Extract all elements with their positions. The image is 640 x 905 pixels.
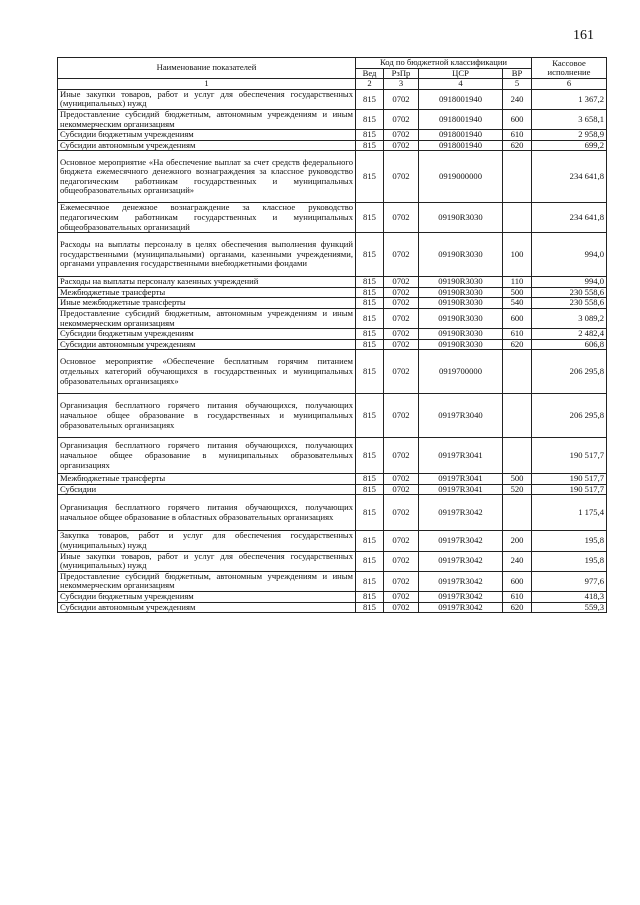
row-rzpr: 0702 [384,130,419,141]
row-amount: 977,6 [532,571,607,591]
row-vr: 240 [503,89,532,109]
row-rzpr: 0702 [384,233,419,277]
row-ved: 815 [356,89,384,109]
row-name: Межбюджетные трансферты [58,287,356,298]
row-amount: 3 658,1 [532,109,607,129]
table-row [58,438,607,474]
row-rzpr: 0702 [384,495,419,531]
row-vr: 610 [503,329,532,340]
row-csr: 0919000000 [419,151,503,203]
header-vr: ВР [503,68,532,79]
row-ved: 815 [356,602,384,613]
table-row [58,474,607,485]
header-ved: Вед [356,68,384,79]
table-row [58,571,607,591]
row-csr: 09197R3041 [419,474,503,485]
row-rzpr: 0702 [384,531,419,551]
page-number: 161 [573,28,594,43]
row-vr: 100 [503,233,532,277]
row-name: Иные закупки товаров, работ и услуг для обеспечения государственных (муниципальных) нужд [58,89,356,109]
row-csr: 09197R3040 [419,394,503,438]
row-csr: 09197R3042 [419,571,503,591]
row-ved: 815 [356,298,384,309]
row-amount: 190 517,7 [532,438,607,474]
row-ved: 815 [356,495,384,531]
row-rzpr: 0702 [384,438,419,474]
row-vr: 540 [503,298,532,309]
row-vr [503,151,532,203]
row-csr: 09197R3042 [419,592,503,603]
row-amount: 230 558,6 [532,287,607,298]
row-amount: 699,2 [532,140,607,151]
row-amount: 2 958,9 [532,130,607,141]
row-name: Основное мероприятие «На обеспечение выплат за счет средств федерального бюджета ежемесячного денежного вознаграждения за классное руководство педагогическим работникам государственных и муниципальных общеобразовательных организаций» [58,151,356,203]
header-name: Наименование показателей [58,58,356,79]
row-rzpr: 0702 [384,474,419,485]
table-row [58,394,607,438]
row-ved: 815 [356,277,384,288]
row-vr: 500 [503,474,532,485]
row-name: Расходы на выплаты персоналу в целях обеспечения выполнения функций государственными (муниципальными) органами, казенными учреждениями, органами управления государственными внебюджетными фондами [58,233,356,277]
row-rzpr: 0702 [384,109,419,129]
row-csr: 09197R3042 [419,602,503,613]
row-vr: 600 [503,308,532,328]
row-ved: 815 [356,531,384,551]
row-vr: 520 [503,484,532,495]
row-rzpr: 0702 [384,551,419,571]
row-csr: 0918001940 [419,140,503,151]
row-csr: 09190R3030 [419,339,503,350]
table-row [58,308,607,328]
row-csr: 09190R3030 [419,233,503,277]
row-rzpr: 0702 [384,571,419,591]
row-ved: 815 [356,151,384,203]
row-amount: 1 367,2 [532,89,607,109]
row-name: Субсидии [58,484,356,495]
row-rzpr: 0702 [384,308,419,328]
table-row [58,592,607,603]
row-csr: 09197R3041 [419,484,503,495]
row-amount: 206 295,8 [532,350,607,394]
col-num-6: 6 [532,79,607,90]
row-ved: 815 [356,130,384,141]
row-vr: 240 [503,551,532,571]
header-rzpr: РзПр [384,68,419,79]
row-csr: 09197R3042 [419,551,503,571]
row-csr: 09190R3030 [419,277,503,288]
budget-table [57,57,607,613]
table-row [58,130,607,141]
row-ved: 815 [356,203,384,233]
row-ved: 815 [356,551,384,571]
row-csr: 09190R3030 [419,308,503,328]
row-ved: 815 [356,109,384,129]
row-vr: 200 [503,531,532,551]
row-rzpr: 0702 [384,484,419,495]
row-rzpr: 0702 [384,394,419,438]
row-vr: 620 [503,140,532,151]
row-csr: 09197R3042 [419,495,503,531]
row-ved: 815 [356,329,384,340]
row-amount: 230 558,6 [532,298,607,309]
row-amount: 994,0 [532,233,607,277]
row-vr [503,394,532,438]
header-csr: ЦСР [419,68,503,79]
row-rzpr: 0702 [384,602,419,613]
table-row [58,277,607,288]
col-num-1: 1 [58,79,356,90]
table-row [58,203,607,233]
row-amount: 190 517,7 [532,484,607,495]
row-vr: 110 [503,277,532,288]
row-vr [503,495,532,531]
row-amount: 234 641,8 [532,203,607,233]
row-rzpr: 0702 [384,277,419,288]
table-row [58,329,607,340]
row-amount: 994,0 [532,277,607,288]
header-row-numbers [58,79,607,90]
row-ved: 815 [356,474,384,485]
row-rzpr: 0702 [384,350,419,394]
table-row [58,484,607,495]
row-rzpr: 0702 [384,298,419,309]
row-vr [503,350,532,394]
row-name: Субсидии бюджетным учреждениям [58,592,356,603]
row-vr [503,203,532,233]
row-ved: 815 [356,339,384,350]
table-row [58,109,607,129]
row-name: Основное мероприятие «Обеспечение бесплатным горячим питанием отдельных категорий обучающихся в государственных и муниципальных образовательных организациях» [58,350,356,394]
row-name: Закупка товаров, работ и услуг для обеспечения государственных (муниципальных) нужд [58,531,356,551]
row-csr: 09197R3041 [419,438,503,474]
table-row [58,151,607,203]
row-rzpr: 0702 [384,287,419,298]
row-name: Субсидии автономным учреждениям [58,339,356,350]
header-code-group: Код по бюджетной классификации [356,58,532,69]
row-rzpr: 0702 [384,89,419,109]
row-name: Организация бесплатного горячего питания обучающихся, получающих начальное общее образование в областных образовательных организациях [58,495,356,531]
table-row [58,287,607,298]
row-amount: 2 482,4 [532,329,607,340]
row-rzpr: 0702 [384,151,419,203]
row-amount: 559,3 [532,602,607,613]
row-rzpr: 0702 [384,329,419,340]
row-vr: 610 [503,130,532,141]
row-name: Расходы на выплаты персоналу казенных учреждений [58,277,356,288]
row-amount: 195,8 [532,551,607,571]
row-name: Субсидии автономным учреждениям [58,140,356,151]
row-name: Организация бесплатного горячего питания обучающихся, получающих начальное общее образование в государственных и муниципальных образовательных организациях [58,394,356,438]
row-amount: 418,3 [532,592,607,603]
table-row [58,339,607,350]
row-name: Ежемесячное денежное вознаграждение за классное руководство педагогическим работникам государственных и муниципальных общеобразовательных организаций [58,203,356,233]
row-vr: 620 [503,339,532,350]
row-vr [503,438,532,474]
row-name: Субсидии бюджетным учреждениям [58,329,356,340]
row-csr: 09190R3030 [419,329,503,340]
row-csr: 0919700000 [419,350,503,394]
row-name: Иные закупки товаров, работ и услуг для обеспечения государственных (муниципальных) нужд [58,551,356,571]
row-amount: 234 641,8 [532,151,607,203]
row-name: Субсидии автономным учреждениям [58,602,356,613]
table-row [58,531,607,551]
row-name: Предоставление субсидий бюджетным, автономным учреждениям и иным некоммерческим организациям [58,571,356,591]
row-ved: 815 [356,308,384,328]
row-ved: 815 [356,592,384,603]
row-rzpr: 0702 [384,592,419,603]
row-ved: 815 [356,287,384,298]
table-row [58,298,607,309]
row-ved: 815 [356,350,384,394]
row-csr: 0918001940 [419,130,503,141]
col-num-4: 4 [419,79,503,90]
row-ved: 815 [356,438,384,474]
table-body [58,89,607,612]
table-row [58,602,607,613]
row-vr: 500 [503,287,532,298]
row-csr: 09190R3030 [419,287,503,298]
table-row [58,495,607,531]
row-csr: 09197R3042 [419,531,503,551]
table-row [58,89,607,109]
table-row [58,233,607,277]
row-amount: 190 517,7 [532,474,607,485]
row-name: Организация бесплатного горячего питания обучающихся, получающих начальное общее образование в муниципальных образовательных организациях [58,438,356,474]
col-num-2: 2 [356,79,384,90]
row-vr: 600 [503,571,532,591]
row-name: Межбюджетные трансферты [58,474,356,485]
row-name: Предоставление субсидий бюджетным, автономным учреждениям и иным некоммерческим организациям [58,308,356,328]
table-row [58,140,607,151]
row-amount: 1 175,4 [532,495,607,531]
row-amount: 3 089,2 [532,308,607,328]
row-name: Субсидии бюджетным учреждениям [58,130,356,141]
row-rzpr: 0702 [384,140,419,151]
row-csr: 0918001940 [419,89,503,109]
row-amount: 206 295,8 [532,394,607,438]
row-ved: 815 [356,233,384,277]
row-vr: 620 [503,602,532,613]
col-num-3: 3 [384,79,419,90]
row-csr: 09190R3030 [419,298,503,309]
row-ved: 815 [356,571,384,591]
col-num-5: 5 [503,79,532,90]
row-ved: 815 [356,394,384,438]
header-exec: Кассовое исполнение [532,58,607,79]
row-name: Иные межбюджетные трансферты [58,298,356,309]
row-amount: 195,8 [532,531,607,551]
row-vr: 600 [503,109,532,129]
row-name: Предоставление субсидий бюджетным, автономным учреждениям и иным некоммерческим организациям [58,109,356,129]
row-amount: 606,8 [532,339,607,350]
row-csr: 0918001940 [419,109,503,129]
header-row-top [58,58,607,69]
row-ved: 815 [356,484,384,495]
row-ved: 815 [356,140,384,151]
row-csr: 09190R3030 [419,203,503,233]
table-row [58,551,607,571]
row-rzpr: 0702 [384,339,419,350]
row-rzpr: 0702 [384,203,419,233]
row-vr: 610 [503,592,532,603]
table-row [58,350,607,394]
